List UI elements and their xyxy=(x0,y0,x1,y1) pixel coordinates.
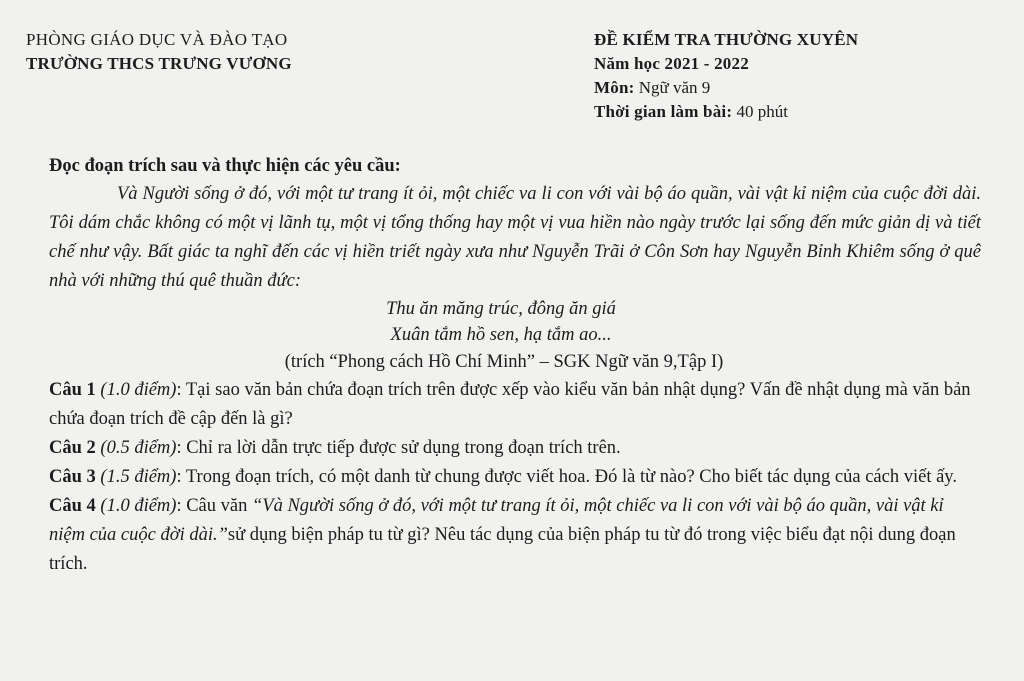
time-line xyxy=(594,100,858,124)
question-number: Câu 3 xyxy=(49,467,96,487)
passage-source: (trích “Phong cách Hồ Chí Minh” – SGK Ngữ văn 9,Tập I) xyxy=(284,352,724,372)
time-label: Thời gian làm bài: xyxy=(594,102,733,121)
department-name: PHÒNG GIÁO DỤC VÀ ĐÀO TẠO xyxy=(26,30,288,49)
subject-label: Môn: xyxy=(594,78,635,97)
poem-line-1: Thu ăn măng trúc, đông ăn giá xyxy=(386,299,616,319)
subject-value: Ngữ văn 9 xyxy=(634,78,711,97)
instruction-heading: Đọc đoạn trích sau và thực hiện các yêu cầu: xyxy=(49,156,401,176)
poem-line-2: Xuân tắm hồ sen, hạ tắm ao... xyxy=(390,325,612,345)
question-number: Câu 4 xyxy=(49,496,96,516)
question-text: : Chỉ ra lời dẫn trực tiếp được sử dụng trong đoạn trích trên. xyxy=(176,438,621,458)
question-text: : Trong đoạn trích, có một danh từ chung được viết hoa. Đó là từ nào? Cho biết tác dụng của cách viết ấy. xyxy=(176,467,957,487)
question-4 xyxy=(49,492,984,579)
quoted-sentence: “Và Người sống ở đó, với một tư trang ít ỏi, một chiếc va li con với vài bộ áo quần, vài vật kỉ niệm của cuộc đời dài.” xyxy=(49,496,944,545)
question-points: (1.0 điểm) xyxy=(100,496,177,516)
question-text: sử dụng biện pháp tu từ gì? Nêu tác dụng của biện pháp tu từ đó trong việc biểu đạt nội dung đoạn trích. xyxy=(49,525,956,574)
question-number: Câu 2 xyxy=(49,438,96,458)
subject-line xyxy=(594,76,858,100)
exam-content xyxy=(49,152,989,579)
question-points: (0.5 điểm) xyxy=(100,438,177,458)
school-name: TRƯỜNG THCS TRƯNG VƯƠNG xyxy=(26,54,292,73)
header-left xyxy=(26,28,292,76)
question-1 xyxy=(49,376,984,434)
header-right xyxy=(594,28,858,124)
question-2 xyxy=(49,434,984,463)
reading-passage: Và Người sống ở đó, với một tư trang ít ỏi, một chiếc va li con với vài bộ áo quần, vài vật kỉ niệm của cuộc đời dài. Tôi dám chắc không có một vị lãnh tụ, một vị tổng thống hay một vị vua hiền nào ngày trước lại sống đến mức giản dị và tiết chế như vậy. Bất giác ta nghĩ đến các vị hiền triết ngày xưa như Nguyễn Trãi ở Côn Sơn hay Nguyễn Bỉnh Khiêm sống ở quê nhà với những thú quê thuần đức: xyxy=(49,184,981,291)
question-text: : Tại sao văn bản chứa đoạn trích trên được xếp vào kiểu văn bản nhật dụng? Vấn đề nhật dụng mà văn bản chứa đoạn trích đề cập đến là gì? xyxy=(49,380,971,429)
exam-title: ĐỀ KIỂM TRA THƯỜNG XUYÊN xyxy=(594,30,859,49)
question-3 xyxy=(49,463,984,492)
question-points: (1.5 điểm) xyxy=(100,467,177,487)
time-value: 40 phút xyxy=(732,102,788,121)
question-prefix: : Câu văn xyxy=(176,496,252,516)
question-number: Câu 1 xyxy=(49,380,96,400)
school-year: Năm học 2021 - 2022 xyxy=(594,54,749,73)
question-points: (1.0 điểm) xyxy=(100,380,177,400)
